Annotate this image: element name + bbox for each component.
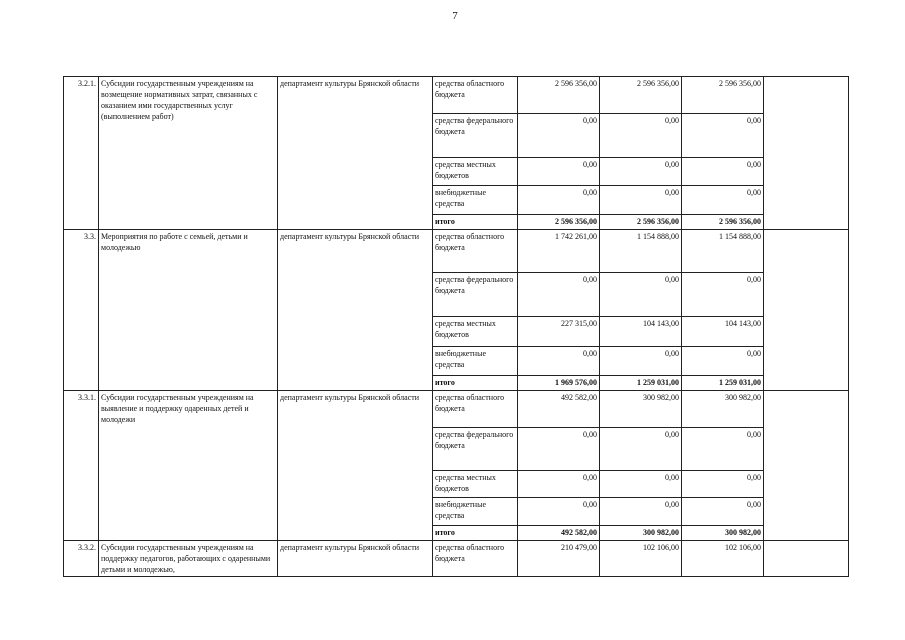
note-cell bbox=[764, 541, 849, 577]
amount-year-2: 0,00 bbox=[600, 186, 682, 215]
amount-year-2: 104 143,00 bbox=[600, 317, 682, 347]
amount-year-3: 104 143,00 bbox=[682, 317, 764, 347]
amount-year-2: 0,00 bbox=[600, 347, 682, 376]
amount-year-1: 1 969 576,00 bbox=[518, 376, 600, 391]
note-cell bbox=[764, 77, 849, 230]
item-code: 3.3. bbox=[64, 230, 99, 391]
amount-year-2: 0,00 bbox=[600, 471, 682, 498]
funding-source: средства областного бюджета bbox=[433, 391, 518, 428]
amount-year-2: 2 596 356,00 bbox=[600, 77, 682, 114]
amount-year-3: 2 596 356,00 bbox=[682, 215, 764, 230]
item-name: Субсидии государственным учреждениям на возмещение нормативных затрат, связанных с оказанием ими государственных услуг (выполнением работ) bbox=[99, 77, 278, 230]
table-row bbox=[64, 230, 849, 273]
amount-year-1: 2 596 356,00 bbox=[518, 215, 600, 230]
item-name: Субсидии государственным учреждениям на выявление и поддержку одаренных детей и молодежи bbox=[99, 391, 278, 541]
item-department: департамент культуры Брянской области bbox=[278, 391, 433, 541]
amount-year-1: 0,00 bbox=[518, 498, 600, 526]
item-name: Субсидии государственным учреждениям на поддержку педагогов, работающих с одаренными детьми и молодежью, bbox=[99, 541, 278, 577]
funding-source: средства областного бюджета bbox=[433, 77, 518, 114]
amount-year-3: 0,00 bbox=[682, 428, 764, 471]
note-cell bbox=[764, 391, 849, 541]
funding-source: итого bbox=[433, 376, 518, 391]
amount-year-2: 300 982,00 bbox=[600, 526, 682, 541]
page-number: 7 bbox=[452, 10, 458, 22]
amount-year-2: 300 982,00 bbox=[600, 391, 682, 428]
amount-year-3: 0,00 bbox=[682, 498, 764, 526]
amount-year-1: 0,00 bbox=[518, 158, 600, 186]
funding-source: внебюджетные средства bbox=[433, 186, 518, 215]
funding-source: итого bbox=[433, 215, 518, 230]
budget-table-body bbox=[64, 77, 849, 577]
amount-year-2: 2 596 356,00 bbox=[600, 215, 682, 230]
funding-source: средства федерального бюджета bbox=[433, 114, 518, 158]
amount-year-1: 1 742 261,00 bbox=[518, 230, 600, 273]
amount-year-1: 492 582,00 bbox=[518, 526, 600, 541]
amount-year-3: 1 259 031,00 bbox=[682, 376, 764, 391]
funding-source: средства федерального бюджета bbox=[433, 428, 518, 471]
funding-source: итого bbox=[433, 526, 518, 541]
amount-year-3: 0,00 bbox=[682, 114, 764, 158]
amount-year-2: 0,00 bbox=[600, 114, 682, 158]
funding-source: внебюджетные средства bbox=[433, 498, 518, 526]
budget-table bbox=[63, 76, 849, 577]
funding-source: средства областного бюджета bbox=[433, 541, 518, 577]
amount-year-1: 0,00 bbox=[518, 347, 600, 376]
funding-source: внебюджетные средства bbox=[433, 347, 518, 376]
amount-year-3: 300 982,00 bbox=[682, 526, 764, 541]
amount-year-3: 2 596 356,00 bbox=[682, 77, 764, 114]
funding-source: средства местных бюджетов bbox=[433, 158, 518, 186]
funding-source: средства областного бюджета bbox=[433, 230, 518, 273]
amount-year-1: 0,00 bbox=[518, 471, 600, 498]
amount-year-1: 227 315,00 bbox=[518, 317, 600, 347]
amount-year-3: 0,00 bbox=[682, 273, 764, 317]
amount-year-2: 0,00 bbox=[600, 273, 682, 317]
funding-source: средства местных бюджетов bbox=[433, 317, 518, 347]
amount-year-3: 0,00 bbox=[682, 186, 764, 215]
amount-year-2: 0,00 bbox=[600, 158, 682, 186]
table-row bbox=[64, 541, 849, 577]
amount-year-3: 102 106,00 bbox=[682, 541, 764, 577]
amount-year-2: 102 106,00 bbox=[600, 541, 682, 577]
amount-year-3: 300 982,00 bbox=[682, 391, 764, 428]
item-name: Мероприятия по работе с семьей, детьми и молодежью bbox=[99, 230, 278, 391]
amount-year-1: 492 582,00 bbox=[518, 391, 600, 428]
item-code: 3.3.2. bbox=[64, 541, 99, 577]
amount-year-3: 0,00 bbox=[682, 158, 764, 186]
amount-year-3: 0,00 bbox=[682, 471, 764, 498]
amount-year-3: 0,00 bbox=[682, 347, 764, 376]
note-cell bbox=[764, 230, 849, 391]
amount-year-2: 1 154 888,00 bbox=[600, 230, 682, 273]
amount-year-2: 0,00 bbox=[600, 498, 682, 526]
table-row bbox=[64, 77, 849, 114]
item-code: 3.3.1. bbox=[64, 391, 99, 541]
amount-year-3: 1 154 888,00 bbox=[682, 230, 764, 273]
amount-year-1: 0,00 bbox=[518, 428, 600, 471]
amount-year-1: 0,00 bbox=[518, 114, 600, 158]
amount-year-1: 2 596 356,00 bbox=[518, 77, 600, 114]
amount-year-2: 1 259 031,00 bbox=[600, 376, 682, 391]
item-department: департамент культуры Брянской области bbox=[278, 77, 433, 230]
amount-year-2: 0,00 bbox=[600, 428, 682, 471]
item-department: департамент культуры Брянской области bbox=[278, 230, 433, 391]
amount-year-1: 0,00 bbox=[518, 186, 600, 215]
funding-source: средства местных бюджетов bbox=[433, 471, 518, 498]
amount-year-1: 0,00 bbox=[518, 273, 600, 317]
item-department: департамент культуры Брянской области bbox=[278, 541, 433, 577]
item-code: 3.2.1. bbox=[64, 77, 99, 230]
table-row bbox=[64, 391, 849, 428]
funding-source: средства федерального бюджета bbox=[433, 273, 518, 317]
amount-year-1: 210 479,00 bbox=[518, 541, 600, 577]
